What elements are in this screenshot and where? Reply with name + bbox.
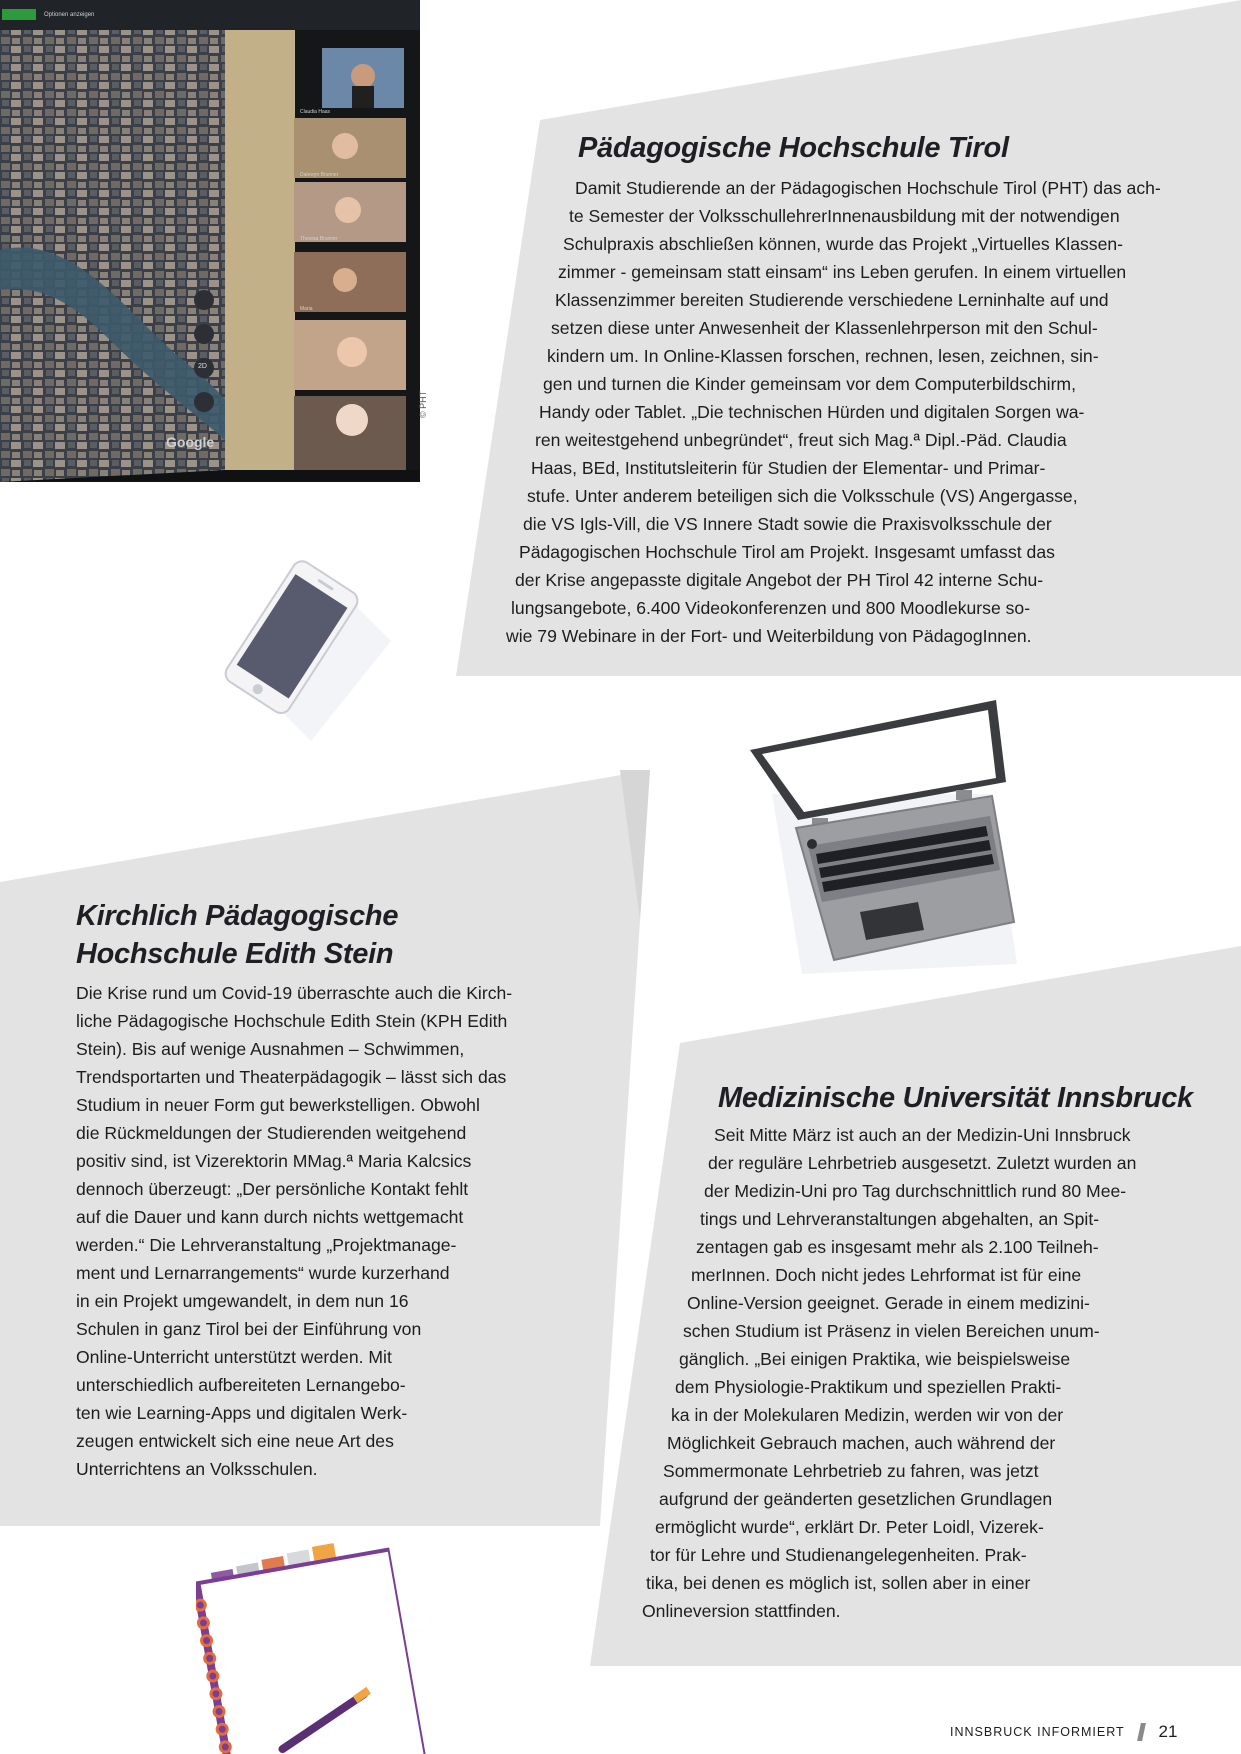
section2-line: Trendsportarten und Theaterpädagogik – lässt sich das xyxy=(76,1067,507,1087)
section1-line: setzen diese unter Anwesenheit der Klassenlehrperson mit den Schul- xyxy=(551,318,1098,338)
participant-name-3: Theresa Brunner xyxy=(300,236,338,242)
map-attribution: Google xyxy=(166,434,215,450)
notebook-illustration xyxy=(196,1540,456,1754)
section3-line: Online-Version geeignet. Gerade in einem medizini- xyxy=(687,1293,1090,1313)
section2-line: liche Pädagogische Hochschule Edith Stein (KPH Edith xyxy=(76,1011,508,1031)
section1-line: stufe. Unter anderem beteiligen sich die Volksschule (VS) Angergasse, xyxy=(527,486,1078,506)
section2-line: Unterrichtens an Volksschulen. xyxy=(76,1459,318,1479)
video-conference-photo xyxy=(0,0,420,482)
section3-line: Onlineversion stattfinden. xyxy=(642,1601,841,1621)
section2-line: Stein). Bis auf wenige Ausnahmen – Schwimmen, xyxy=(76,1039,465,1059)
section1-line: die VS Igls-Vill, die VS Innere Stadt sowie die Praxisvolksschule der xyxy=(523,514,1052,534)
section3-line: tings und Lehrveranstaltungen abgehalten, an Spit- xyxy=(700,1209,1100,1229)
page-number: 21 xyxy=(1158,1722,1178,1741)
section3-line: Möglichkeit Gebrauch machen, auch während der xyxy=(667,1433,1056,1453)
section1-line: der Krise angepasste digitale Angebot der PH Tirol 42 interne Schu- xyxy=(515,570,1044,590)
section3-line: merInnen. Doch nicht jedes Lehrformat ist für eine xyxy=(691,1265,1082,1285)
section3-line: ermöglicht wurde“, erklärt Dr. Peter Loidl, Vizerek- xyxy=(655,1517,1044,1537)
footer-divider xyxy=(1137,1723,1146,1741)
section2-title-line1: Kirchlich Pädagogische xyxy=(76,900,399,932)
section3-line: tor für Lehre und Studienangelegenheiten. Prak- xyxy=(650,1545,1027,1565)
section2-line: Online-Unterricht unterstützt werden. Mit xyxy=(76,1347,392,1367)
section3-line: der Medizin-Uni pro Tag durchschnittlich rund 80 Mee- xyxy=(704,1181,1127,1201)
section2-title-line2: Hochschule Edith Stein xyxy=(76,938,394,970)
section2-line: Studium in neuer Form gut bewerkstelligen. Obwohl xyxy=(76,1095,480,1115)
section1-line: Pädagogischen Hochschule Tirol am Projekt. Insgesamt umfasst das xyxy=(519,542,1055,562)
section2-line: ment und Lernarrangements“ wurde kurzerhand xyxy=(76,1263,450,1283)
section2-line: Die Krise rund um Covid-19 überraschte auch die Kirch- xyxy=(76,983,513,1003)
section3-line: Seit Mitte März ist auch an der Medizin-Uni Innsbruck xyxy=(714,1125,1131,1145)
section3-line: schen Studium ist Präsenz in vielen Bereichen unum- xyxy=(683,1321,1100,1341)
participant-name-1: Claudia Haas xyxy=(300,109,331,115)
section2-line: positiv sind, ist Vizerektorin MMag.ª Maria Kalcsics xyxy=(76,1151,472,1171)
laptop-illustration xyxy=(742,694,1022,974)
map-control-2d: 2D xyxy=(198,363,207,370)
city-map-image xyxy=(0,0,420,482)
section2-line: Schulen in ganz Tirol bei der Einführung von xyxy=(76,1319,422,1339)
section2-line: die Rückmeldungen der Studierenden weitgehend xyxy=(76,1123,467,1143)
section2-line: werden.“ Die Lehrveranstaltung „Projektmanage- xyxy=(76,1235,457,1255)
section3-title: Medizinische Universität Innsbruck xyxy=(718,1082,1193,1114)
section3-line: dem Physiologie-Praktikum und speziellen Prakti- xyxy=(675,1377,1062,1397)
publication-name: INNSBRUCK INFORMIERT xyxy=(950,1725,1125,1739)
section3-line: gänglich. „Bei einigen Praktika, wie beispielsweise xyxy=(679,1349,1071,1369)
section1-line: Handy oder Tablet. „Die technischen Hürden und digitalen Sorgen wa- xyxy=(539,402,1085,422)
section2-line: auf die Dauer und kann durch nichts wettgemacht xyxy=(76,1207,464,1227)
participant-name-2: Dalewyn Brunner xyxy=(300,172,339,178)
section1-line: wie 79 Webinare in der Fort- und Weiterbildung von PädagogInnen. xyxy=(506,626,1032,646)
section1-line: zimmer - gemeinsam statt einsam“ ins Leben gerufen. In einem virtuellen xyxy=(558,262,1127,282)
section1-line: lungsangebote, 6.400 Videokonferenzen und 800 Moodlekurse so- xyxy=(511,598,1031,618)
section1-line: ren weitestgehend unbegründet“, freut sich Mag.ª Dipl.-Päd. Claudia xyxy=(535,430,1067,450)
section3-line: zentagen gab es insgesamt mehr als 2.100 Teilneh- xyxy=(696,1237,1099,1257)
section1-line: Schulpraxis abschließen können, wurde das Projekt „Virtuelles Klassen- xyxy=(563,234,1124,254)
section1-line: kindern um. In Online-Klassen forschen, rechnen, lesen, zeichnen, sin- xyxy=(547,346,1099,366)
section2-line: in ein Projekt umgewandelt, in dem nun 16 xyxy=(76,1291,409,1311)
section1-line: Haas, BEd, Institutsleiterin für Studien der Elementar- und Primar- xyxy=(531,458,1046,478)
section3-line: tika, bei denen es möglich ist, sollen aber in einer xyxy=(646,1573,1031,1593)
section2-line: unterschiedlich aufbereiteten Lernangebo- xyxy=(76,1375,406,1395)
section2-line: zeugen entwickelt sich eine neue Art des xyxy=(76,1431,394,1451)
smartphone-illustration xyxy=(216,556,416,756)
section3-line: Sommermonate Lehrbetrieb zu fahren, was jetzt xyxy=(663,1461,1039,1481)
toolbar-button: Optionen anzeigen xyxy=(44,12,95,18)
section1-line: Damit Studierende an der Pädagogischen Hochschule Tirol (PHT) das ach- xyxy=(575,178,1161,198)
section1-title: Pädagogische Hochschule Tirol xyxy=(578,132,1009,164)
section3-line: ka in der Molekularen Medizin, werden wir von der xyxy=(671,1405,1064,1425)
photo-credit: © PHT xyxy=(418,390,428,418)
section3-line: aufgrund der geänderten gesetzlichen Grundlagen xyxy=(659,1489,1053,1509)
section1-line: Klassenzimmer bereiten Studierende verschiedene Lerninhalte auf und xyxy=(555,290,1109,310)
section2-line: ten wie Learning-Apps und digitalen Werk- xyxy=(76,1403,408,1423)
section1-line: te Semester der VolksschullehrerInnenausbildung mit der notwendigen xyxy=(569,206,1120,226)
section1-line: gen und turnen die Kinder gemeinsam vor dem Computerbildschirm, xyxy=(543,374,1076,394)
participant-name-4: Maria xyxy=(300,306,313,312)
section2-line: dennoch überzeugt: „Der persönliche Kontakt fehlt xyxy=(76,1179,469,1199)
page-footer xyxy=(950,1722,1177,1742)
section3-line: der reguläre Lehrbetrieb ausgesetzt. Zuletzt wurden an xyxy=(708,1153,1137,1173)
